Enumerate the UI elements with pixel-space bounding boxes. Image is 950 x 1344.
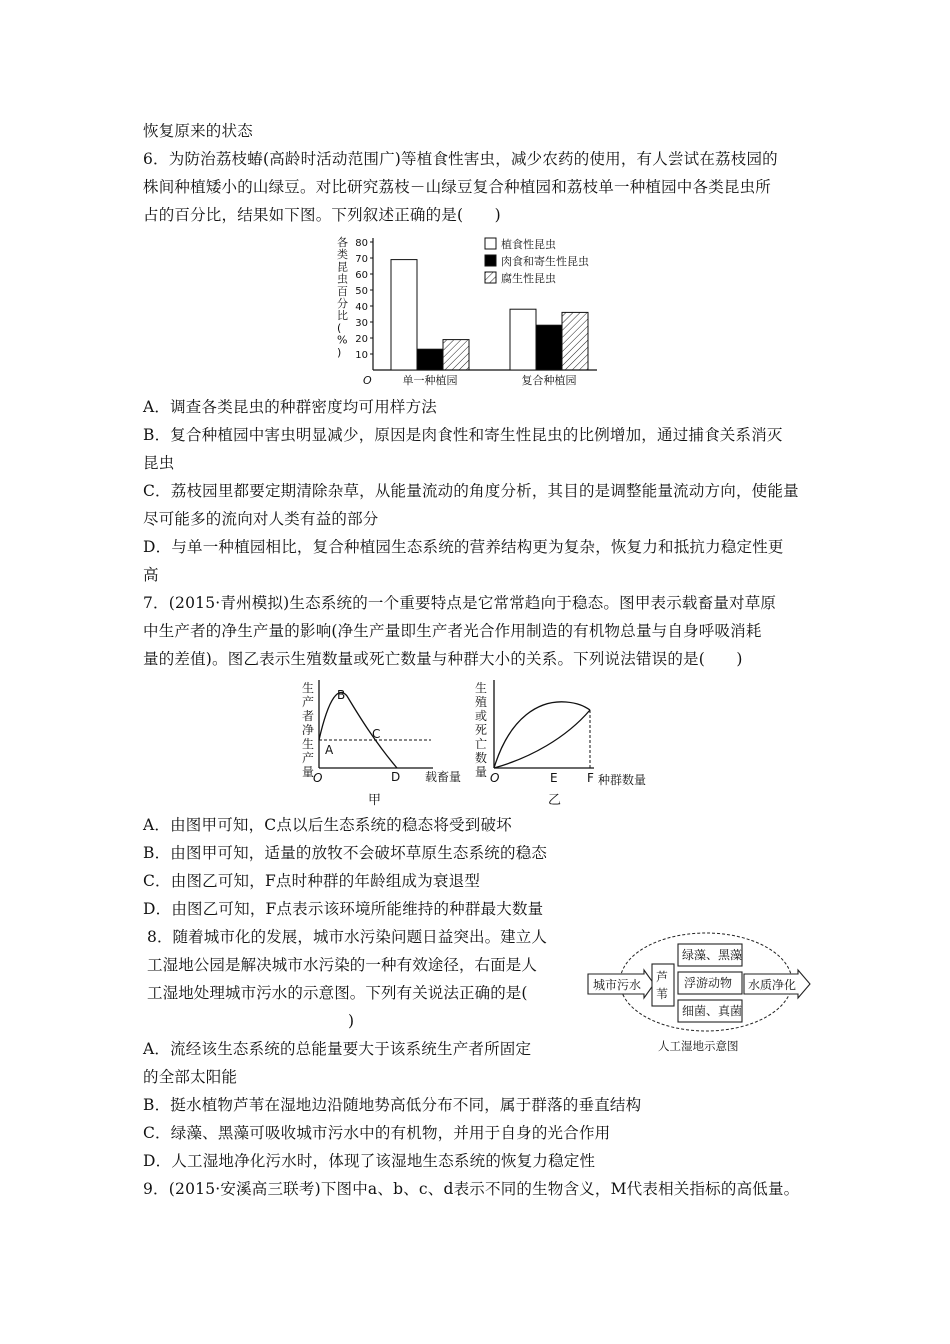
bar-y-tick-label: 30 xyxy=(355,318,368,329)
option-7A: A．由图甲可知，C点以后生态系统的稳态将受到破坏 xyxy=(143,816,512,834)
diagram-caption: 人工湿地示意图 xyxy=(658,1039,739,1053)
legend-label: 腐生性昆虫 xyxy=(501,272,556,285)
bar-y-tick-label: 10 xyxy=(355,350,368,361)
bar-y-tick-label: 40 xyxy=(355,302,368,313)
legend-label: 植食性昆虫 xyxy=(501,238,556,251)
jia-ylabel-char: 生 xyxy=(302,737,315,751)
jia-origin: O xyxy=(313,771,323,785)
graph-jia xyxy=(295,676,470,811)
bar-y-tick-label: 20 xyxy=(355,334,368,345)
question-7-line-3: 量的差值)。图乙表示生殖数量或死亡数量与种群大小的关系。下列说法错误的是( ) xyxy=(143,650,743,668)
organism-zooplankton: 浮游动物 xyxy=(684,976,733,990)
reed-char: 芦 xyxy=(656,970,669,984)
bar xyxy=(391,260,417,370)
bar xyxy=(510,309,536,370)
bar-ylabel-char: 昆 xyxy=(337,260,348,274)
yi-ylabel-char: 殖 xyxy=(475,695,488,709)
bar-ylabel-char: ( xyxy=(337,321,342,335)
bar-origin: O xyxy=(363,374,372,387)
yi-ylabel-char: 亡 xyxy=(475,737,488,751)
question-6-line-3: 占的百分比，结果如下图。下列叙述正确的是( ) xyxy=(143,206,501,224)
bar-ylabel-char: 类 xyxy=(337,248,348,262)
bar-category-label: 单一种植园 xyxy=(402,374,458,387)
question-8-line-1: 8．随着城市化的发展，城市水污染问题日益突出。建立人 xyxy=(147,928,547,946)
yi-title: 乙 xyxy=(548,793,562,808)
jia-ylabel-char: 量 xyxy=(302,765,315,779)
input-label: 城市污水 xyxy=(593,978,642,992)
jia-ylabel-char: 产 xyxy=(302,751,315,765)
yi-ylabel-char: 或 xyxy=(475,709,488,723)
question-8-line-4: ) xyxy=(348,1012,355,1030)
legend-swatch xyxy=(485,238,496,249)
bar-ylabel-char: 百 xyxy=(337,284,348,298)
yi-origin: O xyxy=(490,771,500,785)
option-8C: C．绿藻、黑藻可吸收城市污水中的有机物，并用于自身的光合作用 xyxy=(143,1124,611,1142)
option-7D: D．由图乙可知，F点表示该环境所能维持的种群最大数量 xyxy=(143,900,544,918)
legend-label: 肉食和寄生性昆虫 xyxy=(501,255,589,268)
bar-y-tick-label: 50 xyxy=(355,286,368,297)
insect-bar-chart xyxy=(335,232,635,394)
option-6C-line-1: C．荔枝园里都要定期清除杂草，从能量流动的角度分析，其目的是调整能量流动方向，使能量 xyxy=(143,482,799,500)
reed-char: 苇 xyxy=(656,987,669,1001)
bar-ylabel-char: 比 xyxy=(337,309,348,323)
option-6D-line-1: D．与单一种植园相比，复合种植园生态系统的营养结构更为复杂，恢复力和抵抗力稳定性更 xyxy=(143,538,784,556)
yi-ylabel-char: 生 xyxy=(475,681,488,695)
jia-point-A: A xyxy=(325,743,334,757)
yi-ylabel-char: 死 xyxy=(475,723,488,737)
question-7-line-1: 7．(2015·青州模拟)生态系统的一个重要特点是它常常趋向于稳态。图甲表示载畜量对草原 xyxy=(143,594,777,612)
bar xyxy=(417,349,443,370)
question-8-line-3: 工湿地处理城市污水的示意图。下列有关说法正确的是( xyxy=(147,984,528,1002)
wetland-diagram xyxy=(586,930,814,1058)
option-7C: C．由图乙可知，F点时种群的年龄组成为衰退型 xyxy=(143,872,481,890)
option-6B-line-1: B．复合种植园中害虫明显减少，原因是肉食性和寄生性昆虫的比例增加，通过捕食关系消灭 xyxy=(143,426,783,444)
bar-ylabel-char: ) xyxy=(337,345,342,359)
option-8A-line-1: A．流经该生态系统的总能量要大于该系统生产者所固定 xyxy=(143,1040,532,1058)
output-label: 水质净化 xyxy=(748,978,797,992)
jia-ylabel-char: 生 xyxy=(302,681,315,695)
jia-point-D: D xyxy=(391,770,401,784)
bar-ylabel-char: 分 xyxy=(337,297,348,310)
question-9-line-1: 9．(2015·安溪高三联考)下图中a、b、c、d表示不同的生物含义，M代表相关指标的高低量。 xyxy=(143,1180,800,1198)
yi-ylabel-char: 量 xyxy=(475,765,488,779)
bar xyxy=(443,340,469,370)
yi-point-F: F xyxy=(587,771,594,785)
question-6-line-1: 6．为防治荔枝蝽(高龄时活动范围广)等植食性害虫，减少农药的使用，有人尝试在荔枝园的 xyxy=(143,150,778,168)
bar-ylabel-char: 虫 xyxy=(337,272,348,286)
yi-birth-curve xyxy=(494,702,590,768)
option-6B-line-2: 昆虫 xyxy=(143,454,175,472)
bar-y-tick-label: 80 xyxy=(355,238,368,249)
bar-category-label: 复合种植园 xyxy=(521,374,577,387)
yi-xlabel: 种群数量 xyxy=(598,773,647,787)
yi-ylabel-char: 数 xyxy=(475,751,488,765)
jia-ylabel-char: 产 xyxy=(302,695,315,709)
option-8D: D．人工湿地净化污水时，体现了该湿地生态系统的恢复力稳定性 xyxy=(143,1152,596,1170)
jia-point-B: B xyxy=(337,688,346,702)
option-6C-line-2: 尽可能多的流向对人类有益的部分 xyxy=(143,510,379,528)
option-6D-line-2: 高 xyxy=(143,566,159,584)
option-8B: B．挺水植物芦苇在湿地边沿随地势高低分布不同，属于群落的垂直结构 xyxy=(143,1096,642,1114)
yi-death-curve xyxy=(494,710,590,768)
legend-swatch xyxy=(485,272,496,283)
bar xyxy=(562,312,588,370)
jia-title: 甲 xyxy=(368,793,382,808)
bar-ylabel-char: % xyxy=(337,333,348,347)
jia-point-C: C xyxy=(372,727,381,741)
bar xyxy=(536,325,562,370)
organism-algae: 绿藻、黑藻 xyxy=(682,948,743,962)
bar-y-tick-label: 70 xyxy=(355,254,368,265)
bar-y-tick-label: 60 xyxy=(355,270,368,281)
graph-yi xyxy=(470,676,660,811)
jia-xlabel: 载畜量 xyxy=(425,770,462,784)
organism-microbes: 细菌、真菌 xyxy=(682,1004,743,1018)
question-8-line-2: 工湿地公园是解决城市水污染的一种有效途径，右面是人 xyxy=(147,956,538,974)
jia-ylabel-char: 者 xyxy=(302,709,315,723)
jia-ylabel-char: 净 xyxy=(302,723,315,737)
question-7-line-2: 中生产者的净生产量的影响(净生产量即生产者光合作用制造的有机物总量与自身呼吸消耗 xyxy=(143,622,762,640)
option-7B: B．由图甲可知，适量的放牧不会破坏草原生态系统的稳态 xyxy=(143,844,548,862)
bar-ylabel-char: 各 xyxy=(337,236,348,249)
option-6A: A．调查各类昆虫的种群密度均可用样方法 xyxy=(143,398,437,416)
yi-point-E: E xyxy=(550,771,558,785)
option-8A-line-2: 的全部太阳能 xyxy=(143,1068,238,1086)
text-line-0: 恢复原来的状态 xyxy=(143,122,253,140)
legend-swatch xyxy=(485,255,496,266)
question-6-line-2: 株间种植矮小的山绿豆。对比研究荔枝－山绿豆复合种植园和荔枝单一种植园中各类昆虫所 xyxy=(143,178,772,196)
